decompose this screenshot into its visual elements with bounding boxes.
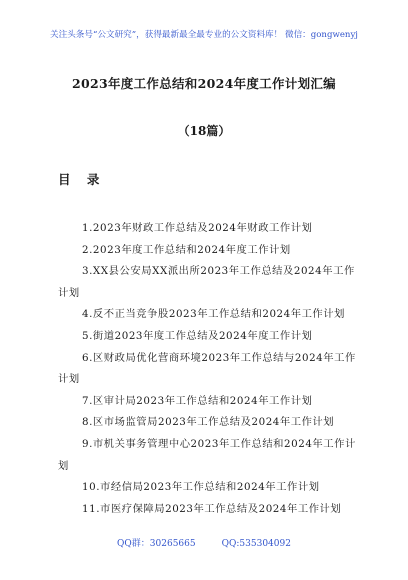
toc-item: 9.市机关事务管理中心2023年工作总结和2024年工作计划 <box>58 437 356 472</box>
toc-item: 4.反不正当竞争股2023年工作总结和2024年工作计划 <box>82 308 345 321</box>
toc-item: 2.2023年度工作总结和2024年度工作计划 <box>82 243 291 256</box>
toc-item: 3.XX县公安局XX派出所2023年工作总结及2024年工作计划 <box>58 265 355 299</box>
toc-item: 1.2023年财政工作总结及2024年财政工作计划 <box>82 222 313 234</box>
table-of-contents <box>58 218 356 520</box>
footer-qq-number: QQ:535304092 <box>221 539 291 549</box>
document-title: 2023年度工作总结和2024年度工作计划汇编 <box>72 76 336 91</box>
footer-qq-group: QQ群：30265665 <box>117 539 196 549</box>
toc-item: 5.街道2023年度工作总结及2024年度工作计划 <box>82 329 313 342</box>
toc-item: 11.市医疗保障局2023年工作总结及2024年工作计划 <box>82 502 342 515</box>
toc-heading: 目 录 <box>58 172 106 187</box>
toc-item: 10.市经信局2023年工作总结和2024年工作计划 <box>82 481 320 494</box>
document-count: （18篇） <box>177 124 231 138</box>
toc-item: 8.区市场监管局2023年工作总结及2024年工作计划 <box>82 416 335 429</box>
footer-contacts <box>0 536 408 549</box>
header-banner: 关注头条号“公文研究”，获得最新最全最专业的公文资料库！ 微信：gongwenyj <box>50 30 358 40</box>
toc-item: 7.区审计局2023年工作总结和2024年工作计划 <box>82 394 313 407</box>
toc-item: 6.区财政局优化营商环境2023年工作总结与2024年工作计划 <box>58 351 356 386</box>
